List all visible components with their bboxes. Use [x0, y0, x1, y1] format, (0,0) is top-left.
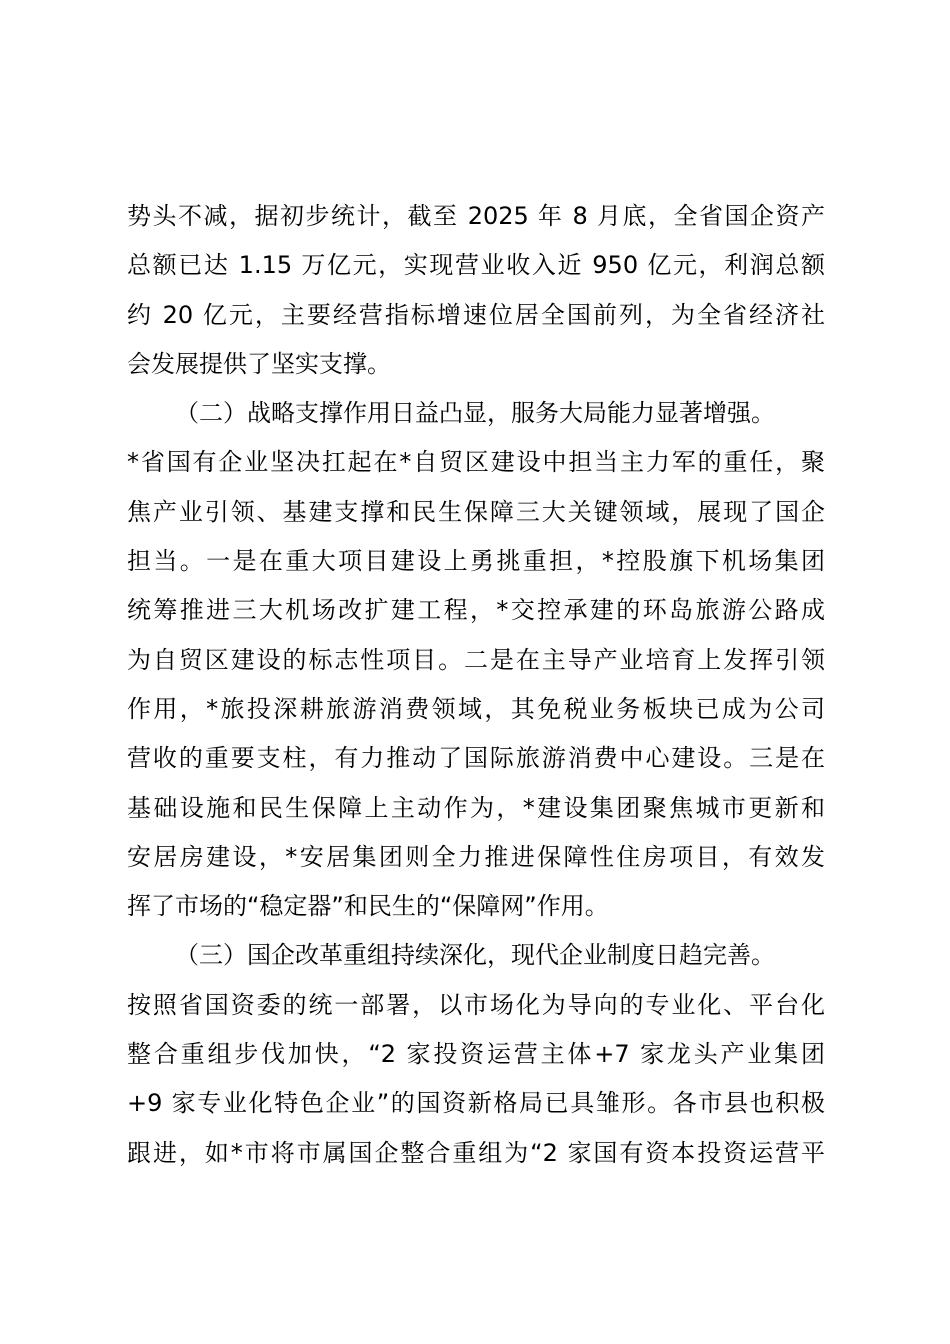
paragraph-2-line-4: 统筹推进三大机场改扩建工程，*交控承建的环岛旅游公路成 [127, 596, 825, 625]
paragraph-3-line-2: 整合重组步伐加快，“2 家投资运营主体+7 家龙头产业集团 [127, 1040, 825, 1069]
paragraph-2-line-9: 安居房建设，*安居集团则全力推进保障性住房项目，有效发 [127, 842, 825, 871]
paragraph-3-line-3: +9 家专业化特色企业”的国资新格局已具雏形。各市县也积极 [127, 1089, 825, 1118]
paragraph-2-line-1: *省国有企业坚决扛起在*自贸区建设中担当主力军的重任，聚 [127, 448, 825, 477]
paragraph-2-line-3: 担当。一是在重大项目建设上勇挑重担，*控股旗下机场集团 [127, 547, 825, 576]
paragraph-3-line-4: 跟进，如*市将市属国企整合重组为“2 家国有资本投资运营平 [127, 1138, 825, 1167]
document-body [127, 192, 825, 1178]
paragraph-2-line-10: 挥了市场的“稳定器”和民生的“保障网”作用。 [127, 892, 609, 921]
section-heading-2: （二）战略支撑作用日益凸显，服务大局能力显著增强。 [175, 399, 775, 428]
paragraph-2-line-2: 焦产业引领、基建支撑和民生保障三大关键领域，展现了国企 [127, 497, 825, 526]
paragraph-2-line-6: 作用，*旅投深耕旅游消费领域，其免税业务板块已成为公司 [127, 694, 825, 723]
paragraph-3-line-1: 按照省国资委的统一部署，以市场化为导向的专业化、平台化 [127, 990, 825, 1019]
paragraph-1-line-1: 势头不减，据初步统计，截至 2025 年 8 月底，全省国企资产 [127, 202, 825, 230]
paragraph-2-line-7: 营收的重要支柱，有力推动了国际旅游消费中心建设。三是在 [127, 744, 825, 773]
paragraph-1-line-2: 总额已达 1.15 万亿元，实现营业收入近 950 亿元，利润总额 [127, 251, 825, 280]
paragraph-2-line-5: 为自贸区建设的标志性项目。二是在主导产业培育上发挥引领 [127, 645, 825, 674]
section-heading-3: （三）国企改革重组持续深化，现代企业制度日趋完善。 [175, 941, 775, 970]
paragraph-2-line-8: 基础设施和民生保障上主动作为，*建设集团聚焦城市更新和 [127, 793, 825, 822]
paragraph-1-line-4: 会发展提供了坚实支撑。 [127, 349, 391, 378]
paragraph-1-line-3: 约 20 亿元，主要经营指标增速位居全国前列，为全省经济社 [127, 300, 825, 329]
